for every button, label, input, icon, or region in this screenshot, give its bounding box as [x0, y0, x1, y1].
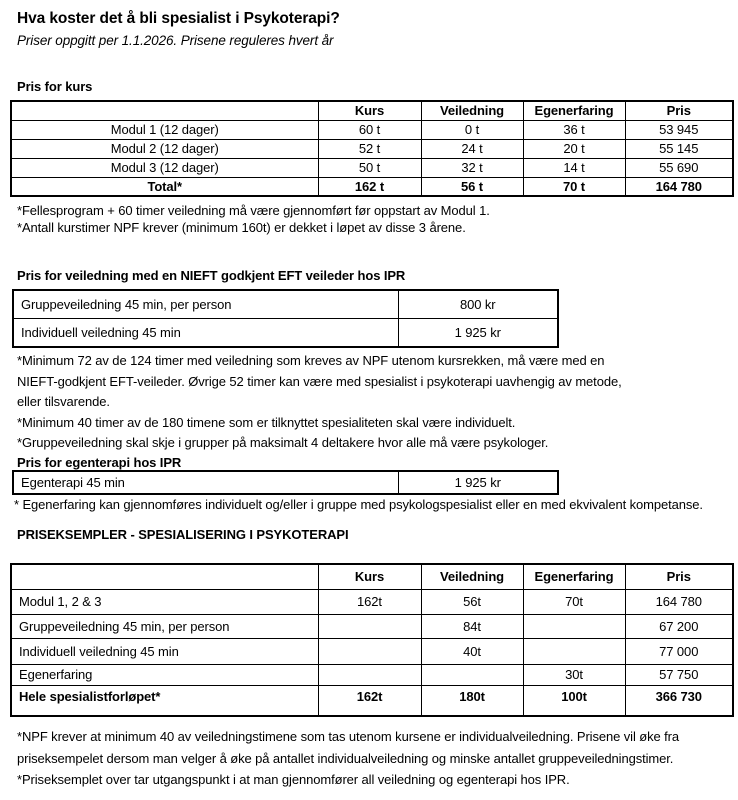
priseksempler-footnotes: [17, 726, 679, 791]
table-cell: [318, 614, 421, 638]
header-cell: [11, 101, 318, 120]
table-cell: Modul 3 (12 dager): [11, 158, 318, 177]
table-cell: 1 925 kr: [398, 471, 558, 494]
table-cell: 162t: [318, 589, 421, 614]
table-cell: 55 145: [625, 139, 733, 158]
table-cell: 84t: [421, 614, 523, 638]
table-cell: [421, 664, 523, 685]
table-cell: 800 kr: [398, 290, 558, 319]
table-cell: 52 t: [318, 139, 421, 158]
table-cell: 14 t: [523, 158, 625, 177]
table-cell: Egenterapi 45 min: [13, 471, 398, 494]
footnote-line: *Fellesprogram + 60 timer veiledning må være gjennomført før oppstart av Modul 1.: [17, 203, 490, 218]
table-cell: Modul 1, 2 & 3: [11, 589, 318, 614]
header-cell: Egenerfaring: [523, 101, 625, 120]
section-heading-veiledning: Pris for veiledning med en NIEFT godkjent EFT veileder hos IPR: [17, 268, 406, 283]
table-cell: Total*: [11, 177, 318, 196]
table-cell: 70 t: [523, 177, 625, 196]
footnote-line: priseksempelet dersom man velger å øke på antallet individualveiledning og minske antallet gruppeveiledningstimer.: [17, 750, 674, 766]
table-cell: 40t: [421, 638, 523, 664]
footnote-line: *Minimum 72 av de 124 timer med veiledning som kreves av NPF utenom kursrekken, må være med en: [17, 353, 605, 368]
table-row: [11, 120, 733, 139]
table-cell: 1 925 kr: [398, 319, 558, 348]
table-row: [13, 319, 558, 348]
footnote-line: *NPF krever at minimum 40 av veiledningstimene som tas utenom kursene er individualveiledning. Prisene vil øke fra: [17, 729, 680, 744]
table-cell: [523, 614, 625, 638]
table-cell: 55 690: [625, 158, 733, 177]
section-heading-kurs: Pris for kurs: [17, 79, 93, 94]
table-cell: 77 000: [625, 638, 733, 664]
header-cell: Kurs: [318, 101, 421, 120]
table-row: [13, 290, 558, 319]
header-cell: Pris: [625, 101, 733, 120]
veiledning-footnotes: [17, 351, 622, 454]
table-cell: Individuell veiledning 45 min: [13, 319, 398, 348]
header-cell: Egenerfaring: [523, 564, 625, 589]
header-cell: Kurs: [318, 564, 421, 589]
table-cell: 180t: [421, 685, 523, 716]
header-cell: Veiledning: [421, 101, 523, 120]
table-cell: 366 730: [625, 685, 733, 716]
table-cell: 0 t: [421, 120, 523, 139]
footnote-line: NIEFT-godkjent EFT-veileder. Øvrige 52 timer kan være med spesialist i psykoterapi uavhengig av metode,: [17, 373, 622, 389]
footnote-line: *Antall kurstimer NPF krever (minimum 160t) er dekket i løpet av disse 3 årene.: [17, 220, 466, 235]
table-cell: Individuell veiledning 45 min: [11, 638, 318, 664]
header-cell: Veiledning: [421, 564, 523, 589]
header-cell: [11, 564, 318, 589]
table-cell: 100t: [523, 685, 625, 716]
table-cell: 162 t: [318, 177, 421, 196]
table-cell: 20 t: [523, 139, 625, 158]
table-cell: 24 t: [421, 139, 523, 158]
footnote-line: *Gruppeveiledning skal skje i grupper på maksimalt 4 deltakere hvor alle må være psykologer.: [17, 435, 549, 450]
table-cell: 164 780: [625, 177, 733, 196]
egenterapi-footnote: * Egenerfaring kan gjennomføres individuelt og/eller i gruppe med psykologspesialist eller en med ekvivalent kompetanse.: [14, 497, 703, 512]
table-cell: 56 t: [421, 177, 523, 196]
table-header-row: [11, 101, 733, 120]
table-row: [13, 471, 558, 494]
page-title: Hva koster det å bli spesialist i Psykoterapi?: [17, 10, 340, 27]
table-cell: Gruppeveiledning 45 min, per person: [11, 614, 318, 638]
table-cell: 60 t: [318, 120, 421, 139]
table-cell: 67 200: [625, 614, 733, 638]
section-heading-egenterapi: Pris for egenterapi hos IPR: [17, 455, 182, 470]
table-header-row: [11, 564, 733, 589]
table-row: [11, 589, 733, 614]
footnote-line: *Minimum 40 timer av de 180 timene som er tilknyttet spesialiteten skal være individuelt.: [17, 414, 516, 430]
table-cell: 53 945: [625, 120, 733, 139]
table-cell: [523, 638, 625, 664]
table-cell: Hele spesialistforløpet*: [11, 685, 318, 716]
table-cell: [318, 664, 421, 685]
table-cell: Modul 2 (12 dager): [11, 139, 318, 158]
kurs-footnotes: [17, 202, 490, 236]
table-cell: 164 780: [625, 589, 733, 614]
table-cell: 50 t: [318, 158, 421, 177]
section-heading-priseksempler: PRISEKSEMPLER - SPESIALISERING I PSYKOTERAPI: [17, 527, 349, 542]
header-cell: Pris: [625, 564, 733, 589]
table-cell: Gruppeveiledning 45 min, per person: [13, 290, 398, 319]
priseksempler-table: [10, 563, 734, 717]
table-row: [11, 664, 733, 685]
table-cell: Egenerfaring: [11, 664, 318, 685]
table-row: [11, 139, 733, 158]
egenterapi-price-table: [12, 470, 559, 495]
table-cell: 56t: [421, 589, 523, 614]
table-cell: Modul 1 (12 dager): [11, 120, 318, 139]
veiledning-price-table: [12, 289, 559, 348]
table-cell: 30t: [523, 664, 625, 685]
table-cell: 70t: [523, 589, 625, 614]
table-cell: 162t: [318, 685, 421, 716]
table-cell: 36 t: [523, 120, 625, 139]
table-cell: 32 t: [421, 158, 523, 177]
table-row: [11, 614, 733, 638]
table-total-row: [11, 685, 733, 716]
footnote-line: *Priseksemplet over tar utgangspunkt i at man gjennomfører all veiledning og egenterapi hos IPR.: [17, 772, 570, 787]
table-cell: [318, 638, 421, 664]
page-subtitle: Priser oppgitt per 1.1.2026. Prisene reguleres hvert år: [17, 33, 334, 48]
table-row: [11, 638, 733, 664]
kurs-price-table: [10, 100, 734, 197]
footnote-line: eller tilsvarende.: [17, 394, 110, 409]
table-cell: 57 750: [625, 664, 733, 685]
table-total-row: [11, 177, 733, 196]
table-row: [11, 158, 733, 177]
